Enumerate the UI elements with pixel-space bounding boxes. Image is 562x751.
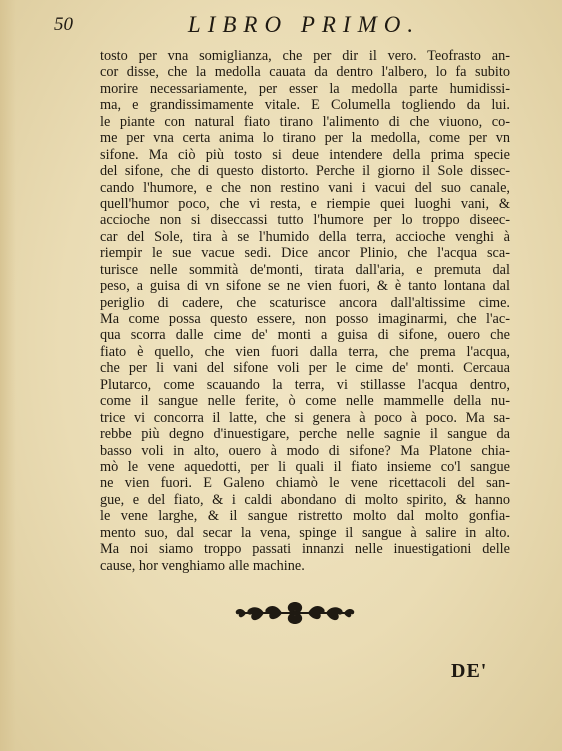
text-line: le vene larghe, & il sangue ristretto molto dal molto gonfia- xyxy=(100,508,510,525)
text-line: me per vna certa anima lo tirano per la medolla, come per vn xyxy=(100,130,510,147)
text-line: Ma come possa questo essere, non posso imaginarmi, che l'ac- xyxy=(100,311,510,327)
text-line: car del Sole, tira à se l'humido della terra, accioche venghi à xyxy=(100,228,510,245)
text-line: fiato è quello, che vien fuori dalla terra, che prema l'acqua, xyxy=(100,343,510,360)
text-line: ne vien fuori. E Galeno chiamò le vene ricettacoli del san- xyxy=(100,475,510,492)
text-line: gue, e del fiato, & i caldi abondano di molto spirito, & hanno xyxy=(100,491,510,508)
text-line: rebbe più degno d'inuestigare, perche nelle sagnie il sangue da xyxy=(100,426,510,443)
text-line: trice vi concorra il latte, che si genera à poco à poco. Ma sa- xyxy=(100,409,510,426)
text-line: le piante con natural fiato tirano l'alimento di che viuono, co- xyxy=(100,113,510,130)
catchword: DE' xyxy=(451,660,488,682)
text-line: Plutarco, come scauando la terra, vi stillasse l'acqua dentro, xyxy=(100,376,510,393)
text-line: che per li vani del sifone voli per le cime de' monti. Cercaua xyxy=(100,360,510,377)
text-line: turisce nelle sommità de'monti, tirata dall'aria, e premuta dal xyxy=(100,261,510,278)
text-line: cando l'humore, e che non restino vani i vacui del suo canale, xyxy=(100,179,510,196)
text-line: sifone. Ma ciò più tosto si deue intendere della prima specie xyxy=(100,146,510,163)
page-number: 50 xyxy=(54,14,73,35)
page-header xyxy=(54,12,524,42)
text-line: qua scorra dalle cime de' monti a guisa di sifone, ouero che xyxy=(100,327,510,344)
text-line: morire necessariamente, per esser la medolla parte humidissi- xyxy=(100,80,510,97)
text-line: mò le vene aquedotti, per li quali il fiato insieme co'l sangue xyxy=(100,458,510,475)
text-line: Ma noi siamo troppo passati innanzi nelle inuestigationi delle xyxy=(100,541,510,558)
text-line: peso, a guisa di vn sifone se ne vien fuori, & è tanto lontana dal xyxy=(100,278,510,295)
text-line: cor disse, che la medolla cauata da dentro l'albero, lo fa subito xyxy=(100,64,510,81)
text-line: periglio di cadere, che scaturisce ancora dall'altissime cime. xyxy=(100,294,510,311)
text-line: accioche non si diseccassi tutto l'humore per lo troppo diseec- xyxy=(100,212,510,229)
running-title: LIBRO PRIMO. xyxy=(187,12,421,37)
text-line: come il sangue nelle ferite, ò come nelle mammelle della nu- xyxy=(100,393,510,410)
text-line: riempir le sue vacue sedi. Dice ancor Plinio, che l'acqua sca- xyxy=(100,245,510,262)
text-line: basso voli in alto, ouero à modo di sifone? Ma Platone chia- xyxy=(100,442,510,459)
text-line: ma, e grandissimamente vitale. E Columella togliendo da lui. xyxy=(100,97,510,114)
text-line: tosto per vna somiglianza, che per dir il vero. Teofrasto an- xyxy=(100,48,510,64)
text-line: del sifone, che di questo distorto. Perche il giorno il Sole dissec- xyxy=(100,163,510,180)
text-line: mento suo, dal secar la vena, spinge il sangue à salire in alto. xyxy=(100,524,510,541)
fleuron-ornament-icon xyxy=(234,598,356,628)
text-line: quell'humor poco, che vi resta, e riempie quei luoghi vani, & xyxy=(100,195,510,212)
text-line: cause, hor venghiamo alle machine. xyxy=(100,557,305,574)
body-text xyxy=(100,48,510,574)
page-gutter-shadow xyxy=(0,0,16,751)
